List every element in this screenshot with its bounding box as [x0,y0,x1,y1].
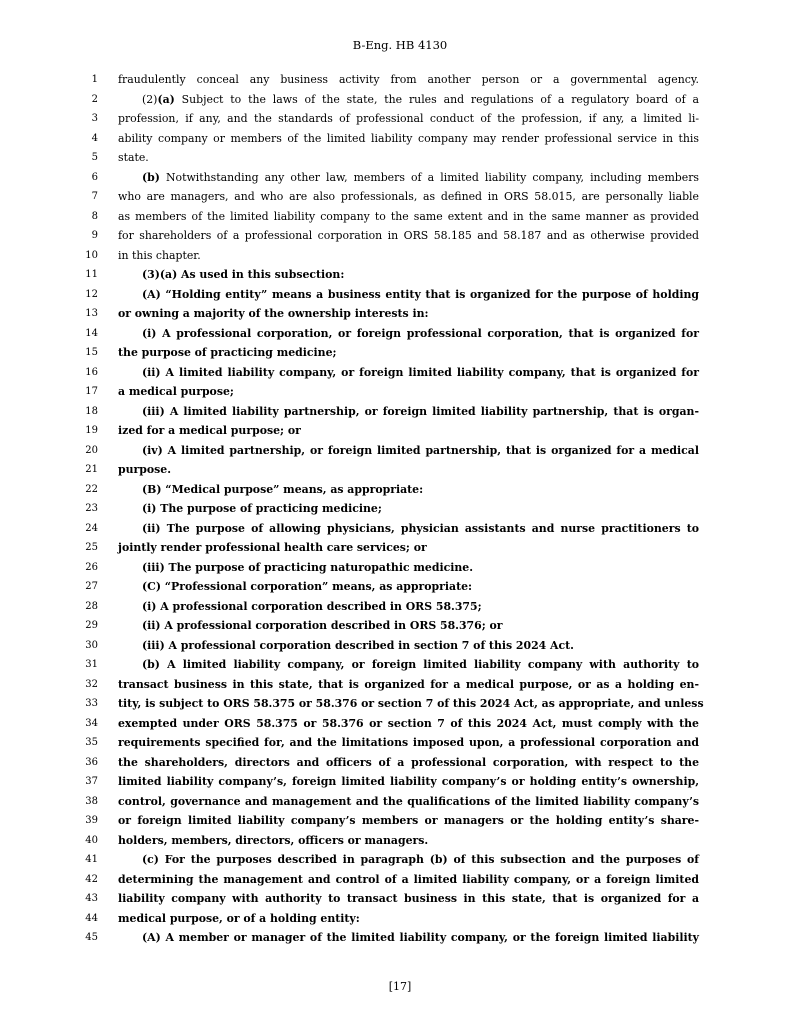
text-line [0,694,800,714]
text-line [0,792,800,812]
line-number: 27 [85,581,98,592]
text-line [0,285,800,305]
line-text [118,187,699,207]
text-line [0,499,800,519]
text-line [0,382,800,402]
text-segment: profession, if any, and the standards of professional conduct of the profession, if any, a limited li- [118,112,699,125]
text-segment: (2) [142,92,158,106]
line-text [118,207,699,227]
line-text [118,402,699,422]
line-text [118,363,699,383]
text-segment: state. [118,151,149,164]
bold-text-segment: transact business in this state, that is organized for a medical purpose, or as a holding en- [118,677,699,691]
line-text [118,285,699,305]
bold-text-segment: determining the management and control of a limited liability company, or a foreign limited [118,872,699,886]
line-number: 40 [85,834,98,846]
line-text [118,343,699,363]
line-number: 35 [85,737,98,748]
text-line [0,402,800,422]
line-text [118,148,699,168]
text-line [0,480,800,500]
line-number: 4 [91,132,98,144]
line-text [118,90,699,110]
line-text [118,499,699,519]
line-number: 26 [85,561,98,573]
text-line [0,636,800,656]
line-number: 19 [85,425,98,436]
line-text [118,733,699,753]
text-line [0,655,800,675]
text-line [0,831,800,851]
line-number: 18 [85,405,98,417]
text-line [0,616,800,636]
bold-text-segment: ized for a medical purpose; or [118,424,301,437]
bold-text-segment: limited liability company’s, foreign limited liability company’s or holding entity’s ownership, [118,775,699,788]
line-text [118,519,699,539]
text-line [0,733,800,753]
text-line [0,597,800,617]
text-line [0,714,800,734]
text-line [0,850,800,870]
text-segment: who are managers, and who are also professionals, as defined in ORS 58.015, are personally liable [118,190,699,203]
line-text [118,831,699,851]
text-segment: Subject to the laws of the state, the rules and regulations of a regulatory board of a [174,92,699,106]
bold-text-segment: holders, members, directors, officers or managers. [118,833,429,847]
line-text [118,850,699,870]
bold-text-segment: control, governance and management and the qualifications of the limited liability company’s [118,794,699,808]
text-line [0,363,800,383]
text-line [0,753,800,773]
line-number: 31 [85,659,98,670]
line-text [118,655,699,675]
text-line [0,324,800,344]
line-number: 29 [85,620,98,631]
text-segment: ability company or members of the limited liability company may render professional service in this [118,131,699,145]
bold-text-segment: (c) For the purposes described in paragraph (b) of this subsection and the purposes of [142,853,699,866]
text-segment: for shareholders of a professional corporation in ORS 58.185 and 58.187 and as otherwise provided [118,229,699,242]
bold-text-segment: (b) [142,170,160,184]
bold-text-segment: (a) [157,92,175,106]
line-text [118,616,699,636]
text-line [0,265,800,285]
line-number: 41 [85,854,98,865]
bold-text-segment: tity, is subject to ORS 58.375 or 58.376 or section 7 of this 2024 Act, as appropriate, and unless [118,697,704,710]
text-segment: as members of the limited liability company to the same extent and in the same manner as provided [118,209,699,223]
line-number: 6 [91,171,98,183]
bold-text-segment: a medical purpose; [118,385,234,398]
text-line [0,441,800,461]
text-line [0,460,800,480]
line-number: 5 [91,152,98,163]
bold-text-segment: (iii) A limited liability partnership, or foreign limited liability partnership, that is organ- [142,404,699,418]
page-number: [17] [388,980,412,993]
line-text [118,226,699,246]
line-text [118,265,699,285]
bold-text-segment: (ii) A limited liability company, or foreign limited liability company, that is organized for [142,365,699,379]
line-number: 38 [85,795,98,807]
text-line [0,148,800,168]
line-number: 24 [85,522,98,534]
bold-text-segment: (3)(a) As used in this subsection: [142,268,345,281]
text-line [0,577,800,597]
line-text [118,577,699,597]
line-number: 1 [91,74,98,85]
bold-text-segment: (C) “Professional corporation” means, as appropriate: [142,580,473,593]
line-text [118,558,699,578]
text-line [0,304,800,324]
line-text [118,694,704,714]
line-text [118,246,699,266]
text-line [0,168,800,188]
bold-text-segment: (b) A limited liability company, or foreign limited liability company with authority to [142,658,699,671]
line-text [118,304,699,324]
line-number: 36 [85,756,98,768]
line-text [118,168,699,188]
line-number: 25 [85,542,98,553]
bold-text-segment: (iii) A professional corporation described in section 7 of this 2024 Act. [142,638,574,652]
line-text [118,909,699,929]
text-line [0,538,800,558]
line-number: 2 [91,93,98,105]
bold-text-segment: (B) “Medical purpose” means, as appropriate: [142,482,424,496]
line-text [118,109,699,129]
line-number: 28 [85,600,98,612]
line-text [118,714,699,734]
bold-text-segment: or foreign limited liability company’s members or managers or the holding entity’s share- [118,814,699,827]
line-number: 30 [85,639,98,651]
text-line [0,109,800,129]
bold-text-segment: or owning a majority of the ownership interests in: [118,307,429,320]
bold-text-segment: (iv) A limited partnership, or foreign limited partnership, that is organized for a medical [142,443,699,457]
line-number: 20 [85,444,98,456]
line-text [118,870,699,890]
text-line [0,90,800,110]
line-number: 21 [85,464,98,475]
line-text [118,772,699,792]
line-number: 8 [91,210,98,222]
bold-text-segment: requirements specified for, and the limitations imposed upon, a professional corporation and [118,736,699,749]
document-header: B-Eng. HB 4130 [352,38,448,52]
line-number: 11 [85,269,98,280]
bold-text-segment: (ii) The purpose of allowing physicians, physician assistants and nurse practitioners to [142,521,699,535]
line-number: 43 [85,893,98,904]
bold-text-segment: (i) The purpose of practicing medicine; [142,502,382,515]
bold-text-segment: exempted under ORS 58.375 or 58.376 or section 7 of this 2024 Act, must comply with the [118,716,699,730]
bold-text-segment: liability company with authority to transact business in this state, that is organized for a [118,892,699,905]
bold-text-segment: purpose. [118,463,172,476]
line-number: 32 [85,678,98,690]
text-line [0,909,800,929]
line-number: 34 [85,717,98,729]
line-number: 10 [85,249,98,261]
text-line [0,421,800,441]
line-number: 13 [85,308,98,319]
line-number: 33 [85,698,98,709]
line-number: 14 [85,327,98,339]
bold-text-segment: jointly render professional health care services; or [118,541,427,554]
line-number: 9 [91,230,98,241]
text-line [0,928,800,948]
bold-text-segment: (ii) A professional corporation described in ORS 58.376; or [142,619,503,632]
bold-text-segment: medical purpose, or of a holding entity: [118,911,360,925]
line-number: 22 [85,483,98,495]
line-text [118,928,699,948]
text-line [0,811,800,831]
line-text [118,324,699,344]
line-number: 3 [91,113,98,124]
line-text [118,538,699,558]
bold-text-segment: (A) A member or manager of the limited liability company, or the foreign limited liability [142,931,699,944]
line-number: 16 [85,366,98,378]
line-number: 7 [91,191,98,202]
text-line [0,70,800,90]
line-text [118,792,699,812]
line-text [118,597,699,617]
line-number: 39 [85,815,98,826]
bold-text-segment: (iii) The purpose of practicing naturopathic medicine. [142,560,474,574]
text-line [0,246,800,266]
text-line [0,129,800,149]
text-line [0,226,800,246]
text-line [0,187,800,207]
line-number: 15 [85,347,98,358]
text-line [0,889,800,909]
bold-text-segment: (A) “Holding entity” means a business entity that is organized for the purpose of holding [142,287,699,301]
text-line [0,558,800,578]
line-number: 17 [85,386,98,397]
line-text [118,421,699,441]
text-line [0,675,800,695]
line-number: 42 [85,873,98,885]
line-text [118,441,699,461]
line-number: 37 [85,776,98,787]
line-number: 44 [85,912,98,924]
line-text [118,811,699,831]
text-segment: Notwithstanding any other law, members of a limited liability company, including members [159,170,699,184]
text-line [0,519,800,539]
line-number: 12 [85,288,98,300]
bold-text-segment: the purpose of practicing medicine; [118,346,337,359]
text-line [0,207,800,227]
line-text [118,460,699,480]
line-number: 45 [85,932,98,943]
line-text [118,129,699,149]
text-segment: in this chapter. [118,248,201,262]
text-segment: fraudulently conceal any business activity from another person or a governmental agency. [118,73,699,86]
text-line [0,870,800,890]
text-line [0,343,800,363]
bold-text-segment: (i) A professional corporation, or foreign professional corporation, that is organized for [142,326,699,340]
line-text [118,753,699,773]
line-text [118,382,699,402]
line-text [118,889,699,909]
text-line [0,772,800,792]
bold-text-segment: (i) A professional corporation described in ORS 58.375; [142,599,482,613]
line-text [118,480,699,500]
line-text [118,636,699,656]
line-number: 23 [85,503,98,514]
bill-text-body [0,70,800,948]
bold-text-segment: the shareholders, directors and officers of a professional corporation, with respect to the [118,755,699,769]
line-text [118,70,699,90]
line-text [118,675,699,695]
